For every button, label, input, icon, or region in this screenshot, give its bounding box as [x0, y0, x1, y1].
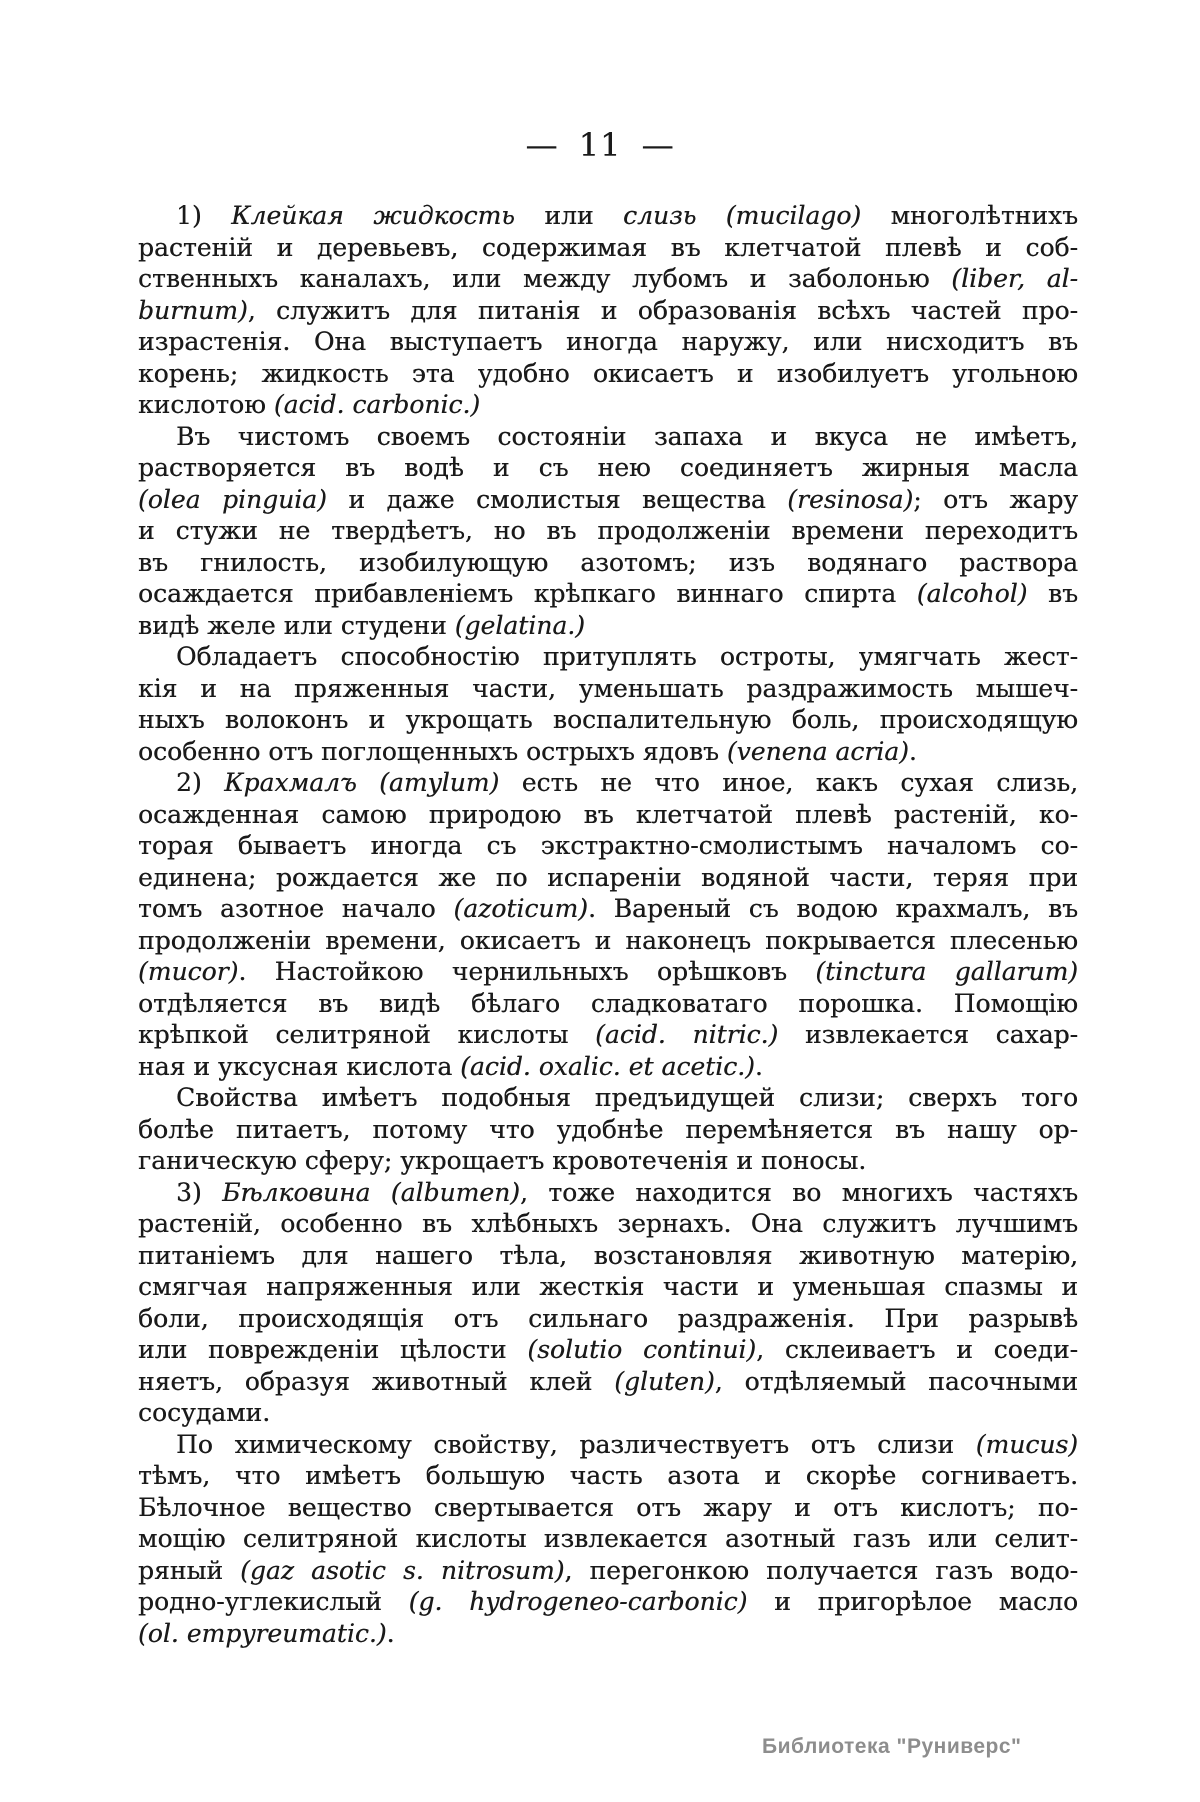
text-line	[138, 1397, 1078, 1429]
body-text: , тоже находится во многихъ частяхъ	[519, 1177, 1078, 1207]
body-text: растеній и деревьевъ, содержимая въ клетчатой плевѣ и соб-	[138, 232, 1078, 262]
page-number: — 11 —	[525, 126, 675, 164]
text-line	[138, 893, 1078, 925]
text-line	[138, 736, 1078, 768]
text-line	[138, 988, 1078, 1020]
body-text: и пригорѣлое масло	[747, 1587, 1078, 1616]
body-text: . Настойкою чернильныхъ орѣшковъ	[238, 957, 816, 986]
latin-italic-term: (acid. carbonic.)	[273, 390, 481, 419]
body-text: .	[386, 1618, 395, 1648]
latin-italic-term: (gaz asotic s. nitrosum)	[240, 1555, 565, 1585]
body-text: боли, происходящія отъ сильнаго раздраженія. При разрывѣ	[138, 1303, 1078, 1333]
text-line	[138, 925, 1078, 957]
text-line	[138, 1555, 1078, 1587]
body-text: няетъ, образуя животный клей	[138, 1366, 615, 1396]
text-line	[138, 1586, 1078, 1618]
latin-italic-term: (liber, al-	[951, 264, 1078, 293]
latin-italic-term: (g. hydrogeneo-carbonic)	[408, 1587, 748, 1616]
text-line	[138, 578, 1078, 610]
body-text: 3)	[176, 1177, 223, 1207]
body-text: болѣе питаетъ, потому что удобнѣе перемѣняется въ нашу ор-	[138, 1114, 1078, 1144]
body-text: или поврежденіи цѣлости	[138, 1335, 528, 1364]
latin-italic-term: (venena acria)	[726, 736, 909, 766]
body-text: ственныхъ каналахъ, или между лубомъ и заболонью	[138, 264, 952, 293]
body-text: 1)	[176, 201, 232, 230]
latin-italic-term: (acid. nitric.)	[595, 1020, 779, 1049]
latin-italic-term: Крахмалъ (amylum)	[224, 768, 500, 797]
text-line	[138, 956, 1078, 988]
latin-italic-term: слизь (mucilago)	[623, 201, 862, 230]
text-line	[138, 421, 1078, 453]
body-text: крѣпкой селитряной кислоты	[138, 1020, 596, 1049]
text-line	[138, 673, 1078, 705]
latin-italic-term: (ol. empyreumatic.)	[138, 1618, 387, 1648]
text-line	[138, 610, 1078, 642]
body-text: особенно отъ поглощенныхъ острыхъ ядовъ	[138, 736, 727, 766]
latin-italic-term: (tinctura gallarum)	[815, 957, 1078, 986]
body-text: Въ чистомъ своемъ состояніи запаха и вкуса не имѣетъ,	[176, 421, 1078, 451]
text-line	[138, 295, 1078, 327]
body-text: Свойства имѣетъ подобныя предъидущей слизи; сверхъ того	[176, 1083, 1078, 1112]
body-text: кія и на пряженныя части, уменьшать раздражимость мышеч-	[138, 673, 1078, 703]
text-line	[138, 200, 1078, 232]
body-text: и стужи не твердѣетъ, но въ продолженіи времени переходитъ	[138, 516, 1078, 545]
text-line	[138, 1271, 1078, 1303]
text-line	[138, 1114, 1078, 1146]
text-line	[138, 547, 1078, 579]
text-line	[138, 1051, 1078, 1083]
body-text: , перегонкою получается газъ водо-	[564, 1555, 1078, 1585]
text-line	[138, 263, 1078, 295]
latin-italic-term: (alcohol)	[916, 579, 1028, 608]
text-line	[138, 1429, 1078, 1461]
latin-italic-term: Бѣлковина (albumen)	[222, 1177, 520, 1207]
text-line	[138, 1618, 1078, 1650]
body-text: торая бываетъ иногда съ экстрактно-смолистымъ началомъ со-	[138, 831, 1078, 860]
body-text: тѣмъ, что имѣетъ большую часть азота и скорѣе согниваетъ.	[138, 1461, 1078, 1490]
text-line	[138, 232, 1078, 264]
text-line	[138, 830, 1078, 862]
latin-italic-term: (mucor)	[138, 957, 239, 986]
body-text: видѣ желе или студени	[138, 610, 455, 640]
body-text: , склеиваетъ и соеди-	[756, 1335, 1078, 1364]
body-text: мощію селитряной кислоты извлекается азотный газъ или селит-	[138, 1524, 1078, 1553]
body-text: .	[754, 1051, 763, 1081]
latin-italic-term: (gelatina.)	[454, 610, 585, 640]
latin-italic-term: (gluten)	[614, 1366, 715, 1396]
body-text: смягчая напряженныя или жесткія части и уменьшая спазмы и	[138, 1272, 1078, 1301]
body-text: или	[514, 201, 624, 230]
latin-italic-term: (olea pinguia)	[138, 484, 327, 514]
text-line	[138, 452, 1078, 484]
text-line	[138, 799, 1078, 831]
latin-italic-term: (resinosa)	[787, 484, 914, 514]
text-line	[138, 1208, 1078, 1240]
body-text: растеній, особенно въ хлѣбныхъ зернахъ. Она служитъ лучшимъ	[138, 1209, 1078, 1238]
body-text: 2)	[176, 768, 225, 797]
text-line	[138, 1334, 1078, 1366]
text-line	[138, 1240, 1078, 1272]
body-text: осажденная самою природою въ клетчатой плевѣ растеній, ко-	[138, 799, 1078, 829]
body-text: питаніемъ для нашего тѣла, возстановляя животную матерію,	[138, 1240, 1078, 1270]
body-text: кислотою	[138, 390, 274, 419]
body-text: ганическую сферу; укрощаетъ кровотеченія и поносы.	[138, 1146, 867, 1175]
text-line	[138, 1492, 1078, 1524]
body-text: есть не что иное, какъ сухая слизь,	[499, 768, 1078, 797]
latin-italic-term: Клейкая жидкость	[231, 201, 515, 230]
body-text: израстенія. Она выступаетъ иногда наружу, или нисходитъ въ	[138, 327, 1078, 356]
latin-italic-term: (mucus)	[975, 1429, 1078, 1459]
text-line	[138, 1177, 1078, 1209]
text-line	[138, 1019, 1078, 1051]
body-text: извлекается сахар-	[778, 1020, 1078, 1049]
body-text: въ гнилость, изобилующую азотомъ; изъ водянаго раствора	[138, 547, 1078, 577]
text-line	[138, 641, 1078, 673]
body-text: По химическому свойству, различествуетъ отъ слизи	[176, 1429, 976, 1459]
text-line	[138, 1145, 1078, 1177]
body-text: осаждается прибавленіемъ крѣпкаго виннаго спирта	[138, 579, 917, 608]
body-text: сосудами.	[138, 1398, 271, 1427]
page-text	[138, 200, 1078, 1649]
text-line	[138, 1303, 1078, 1335]
body-text: томъ азотное начало	[138, 894, 454, 923]
body-text: многолѣтнихъ	[861, 201, 1078, 230]
text-line	[138, 358, 1078, 390]
body-text: отдѣляется въ видѣ бѣлаго сладковатаго порошка. Помощію	[138, 988, 1078, 1018]
text-line	[138, 1523, 1078, 1555]
body-text: продолженіи времени, окисаетъ и наконецъ покрывается плесенью	[138, 925, 1078, 955]
body-text: растворяется въ водѣ и съ нею соединяетъ жирныя масла	[138, 453, 1078, 482]
body-text: ; отъ жару	[913, 484, 1078, 514]
body-text: .	[908, 736, 917, 766]
body-text: , служитъ для питанія и образованія всѣхъ частей про-	[247, 295, 1078, 325]
text-line	[138, 767, 1078, 799]
body-text: Обладаетъ способностію притуплять остроты, умягчать жест-	[176, 642, 1078, 671]
latin-italic-term: (solutio continui)	[527, 1335, 757, 1364]
text-line	[138, 1366, 1078, 1398]
body-text: ряный	[138, 1555, 241, 1585]
text-line	[138, 326, 1078, 358]
body-text: ная и уксусная кислота	[138, 1051, 461, 1081]
text-line	[138, 1460, 1078, 1492]
body-text: единена; рождается же по испареніи водяной части, теряя при	[138, 862, 1078, 892]
latin-italic-term: (acid. oxalic. et acetic.)	[460, 1051, 755, 1081]
body-text: родно-углекислый	[138, 1587, 409, 1616]
body-text: ныхъ волоконъ и укрощать воспалительную боль, происходящую	[138, 705, 1078, 734]
body-text: . Вареный съ водою крахмалъ, въ	[587, 894, 1078, 923]
body-text: и даже смолистыя вещества	[326, 484, 788, 514]
text-line	[138, 1082, 1078, 1114]
body-text: , отдѣляемый пасочными	[714, 1366, 1078, 1396]
body-text: въ	[1027, 579, 1078, 608]
library-watermark: Библиотека "Руниверс"	[762, 1735, 1022, 1758]
latin-italic-term: burnum)	[138, 295, 248, 325]
text-line	[138, 704, 1078, 736]
text-line	[138, 862, 1078, 894]
text-line	[138, 515, 1078, 547]
latin-italic-term: (azoticum)	[453, 894, 588, 923]
text-line	[138, 389, 1078, 421]
body-text: корень; жидкость эта удобно окисаетъ и изобилуетъ угольною	[138, 358, 1078, 388]
body-text: Бѣлочное вещество свертывается отъ жару и отъ кислотъ; по-	[138, 1492, 1078, 1522]
text-line	[138, 484, 1078, 516]
